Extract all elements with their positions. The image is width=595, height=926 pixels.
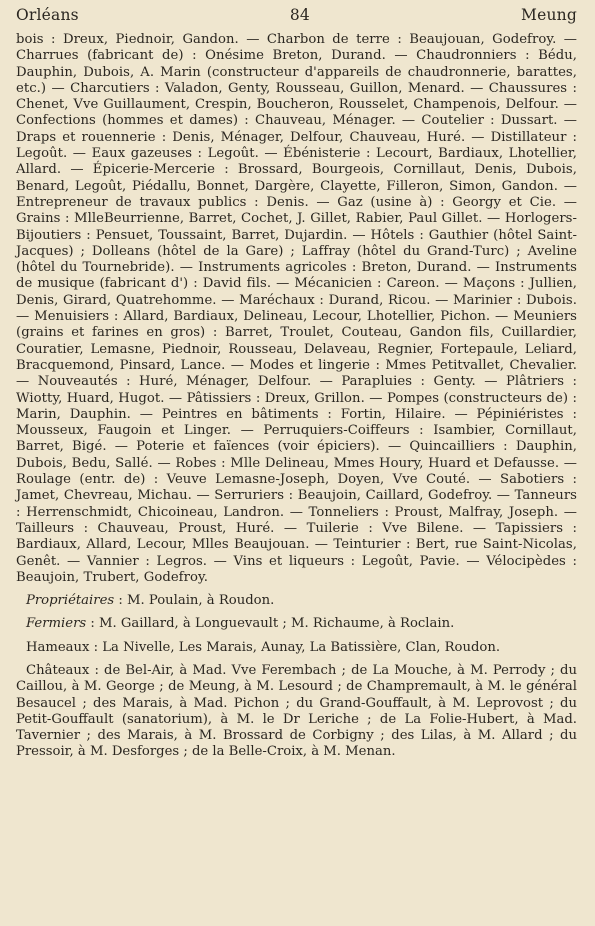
fermiers-paragraph (16, 616, 577, 632)
proprietaires-text: : M. Poulain, à Roudon. (114, 593, 275, 609)
running-header (16, 6, 577, 32)
fermiers-text: : M. Gaillard, à Longuevault ; M. Richaume, à Roclain. (86, 616, 455, 632)
hameaux-paragraph: Hameaux : La Nivelle, Les Marais, Aunay, La Batissière, Clan, Roudon. (26, 639, 501, 655)
proprietaires-paragraph (16, 593, 577, 609)
header-left-title: Orléans (16, 6, 79, 24)
header-right-title: Meung (521, 6, 577, 24)
fermiers-label: Fermiers (26, 616, 87, 632)
proprietaires-label: Propriétaires (26, 593, 115, 609)
page-number: 84 (289, 6, 310, 24)
chateaux-paragraph: Châteaux : de Bel-Air, à Mad. Vve Ferembach ; de La Mouche, à M. Perrody ; du Caillou, à M. George ; de Meung, à M. Lesourd ; de Champremault, à M. le général Besaucel ; des Marais, à Mad. Pichon ; du Grand-Gouffault, à M. Leprovost ; du Petit-Gouffault (sanatorium), à M. le Dr Leriche ; de La Folie-Hubert, à Mad. Tavernier ; des Marais, à M. Brossard de Corbigny ; des Lilas, à M. Allard ; du Pressoir, à M. Desforges ; de la Belle-Croix, à M. Menan. (16, 662, 577, 760)
professions-paragraph: bois : Dreux, Piednoir, Gandon. — Charbon de terre : Beaujouan, Godefroy. — Charrues (fabricant de) : Onésime Breton, Durand. — Chaudronniers : Bédu, Dauphin, Dubois, A. Marin (constructeur d'appareils de chaudronnerie, barattes, etc.) — Charcutiers : Valadon, Genty, Rousseau, Guillon, Menard. — Chaussures : Chenet, Vve Guillaument, Crespin, Boucheron, Rousselet, Champenois, Delfour. — Confections (hommes et dames) : Chauveau, Ménager. — Coutelier : Dussart. — Draps et rouennerie : Denis, Ménager, Delfour, Chauveau, Huré. — Distillateur : Legoût. — Eaux gazeuses : Legoût. — Ébénisterie : Lecourt, Bardiaux, Lhotellier, Allard. — Épicerie-Mercerie : Brossard, Bourgeois, Cornillaut, Denis, Dubois, Benard, Legoût, Piédallu, Bonnet, Dargère, Clayette, Filleron, Simon, Gandon. — Entrepreneur de travaux publics : Denis. — Gaz (usine à) : Georgy et Cie. — Grains : MlleBeurrienne, Barret, Cochet, J. Gillet, Rabier, Paul Gillet. — Horlogers-Bijoutiers : Pensuet, Toussaint, Barret, Dujardin. — Hôtels : Gauthier (hôtel Saint-Jacques) ; Dolleans (hôtel de la Gare) ; Laffray (hôtel du Grand-Turc) ; Aveline (hôtel du Tournebride). — Instruments agricoles : Breton, Durand. — Instruments de musique (fabricant d') : David fils. — Mécanicien : Careon. — Maçons : Jullien, Denis, Girard, Quatrehomme. — Maréchaux : Durand, Ricou. — Marinier : Dubois. — Menuisiers : Allard, Bardiaux, Delineau, Lecour, Lhotellier, Pichon. — Meuniers (grains et farines en gros) : Barret, Troulet, Couteau, Gandon fils, Cuillardier, Couratier, Lemasne, Piednoir, Rousseau, Delaveau, Regnier, Fortepaule, Leliard, Bracquemond, Pinsard, Lance. — Modes et lingerie : Mmes Petitvallet, Chevalier. — Nouveautés : Huré, Ménager, Delfour. — Parapluies : Genty. — Plâtriers : Wiotty, Huard, Hugot. — Pâtissiers : Dreux, Grillon. — Pompes (constructeurs de) : Marin, Dauphin. — Peintres en bâtiments : Fortin, Hilaire. — Pépiniéristes : Mousseux, Faugoin et Linger. — Perruquiers-Coiffeurs : Isambier, Cornillaut, Barret, Bigé. — Poterie et faïences (voir épiciers). — Quincailliers : Dauphin, Dubois, Bedu, Sallé. — Robes : Mlle Delineau, Mmes Houry, Huard et Defausse. — Roulage (entr. de) : Veuve Lemasne-Joseph, Doyen, Vve Couté. — Sabotiers : Jamet, Chevreau, Michau. — Serruriers : Beaujoin, Caillard, Godefroy. — Tanneurs : Herrenschmidt, Chicoineau, Landron. — Tonneliers : Proust, Malfray, Joseph. — Tailleurs : Chauveau, Proust, Huré. — Tuilerie : Vve Bilene. — Tapissiers : Bardiaux, Allard, Lecour, Mlles Beaujouan. — Teinturier : Bert, rue Saint-Nicolas, Genêt. — Vannier : Legros. — Vins et liqueurs : Legoût, Pavie. — Vélocipèdes : Beaujoin, Trubert, Godefroy. (16, 32, 577, 585)
